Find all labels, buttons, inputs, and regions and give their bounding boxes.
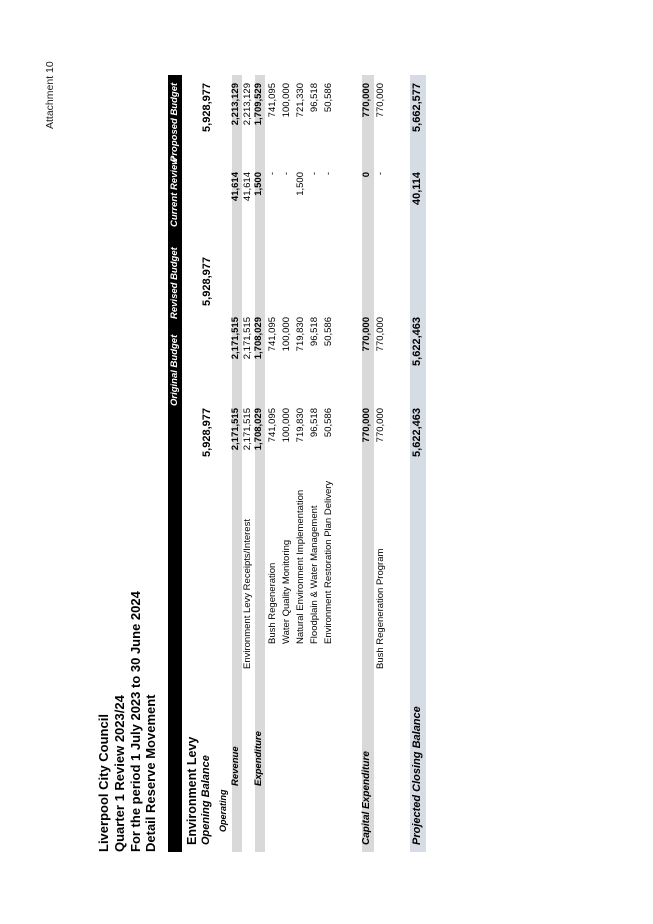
revenue-item-proposed: 2,213,129 xyxy=(242,83,253,126)
revenue-label: Revenue xyxy=(230,746,241,786)
expenditure-original: 1,708,029 xyxy=(253,408,264,451)
opening-proposed: 5,928,977 xyxy=(201,83,213,132)
revenue-original: 2,171,515 xyxy=(230,408,241,451)
opening-revised: 5,928,977 xyxy=(201,257,213,306)
expenditure-item-review: - xyxy=(281,172,292,176)
expenditure-item-revised: 719,830 xyxy=(295,317,306,352)
capital-item-label: Bush Regeneration Program xyxy=(375,548,386,669)
capital-item-revised: 770,000 xyxy=(375,317,386,352)
expenditure-item-original: 741,095 xyxy=(267,408,278,443)
revenue-review: 41,614 xyxy=(230,172,241,202)
expenditure-item-review: - xyxy=(323,172,334,176)
expenditure-item-revised: 100,000 xyxy=(281,317,292,352)
section-title: Environment Levy xyxy=(185,736,199,845)
capital-item-original: 770,000 xyxy=(375,408,386,443)
capital-original: 770,000 xyxy=(361,408,372,443)
col-proposed-budget: Proposed Budget xyxy=(169,82,180,162)
expenditure-label: Expenditure xyxy=(253,731,264,786)
expenditure-item-original: 96,518 xyxy=(309,408,320,438)
expenditure-item-review: - xyxy=(267,172,278,176)
capital-review: 0 xyxy=(361,172,372,178)
expenditure-item-proposed: 50,586 xyxy=(323,83,334,113)
expenditure-item-proposed: 96,518 xyxy=(309,83,320,113)
expenditure-item-proposed: 741,095 xyxy=(267,83,278,118)
revenue-item-original: 2,171,515 xyxy=(242,408,253,451)
revenue-item-review: 41,614 xyxy=(242,172,253,202)
expenditure-item-revised: 741,095 xyxy=(267,317,278,352)
report-title-movement: Detail Reserve Movement xyxy=(143,694,158,852)
col-current-review: Current Review xyxy=(169,157,180,227)
operating-label: Operating xyxy=(218,789,228,832)
revenue-item-revised: 2,171,515 xyxy=(242,317,253,360)
report-title-quarter: Quarter 1 Review 2023/24 xyxy=(112,695,127,852)
expenditure-item-label: Natural Environment Implementation xyxy=(295,489,306,644)
closing-balance-label: Projected Closing Balance xyxy=(411,706,423,845)
opening-original: 5,928,977 xyxy=(201,408,213,457)
expenditure-item-proposed: 100,000 xyxy=(281,83,292,118)
expenditure-item-revised: 96,518 xyxy=(309,317,320,347)
expenditure-review: 1,500 xyxy=(253,172,264,196)
expenditure-item-revised: 50,586 xyxy=(323,317,334,347)
expenditure-item-original: 50,586 xyxy=(323,408,334,438)
expenditure-item-label: Environment Restoration Plan Delivery xyxy=(323,480,334,644)
capital-expenditure-label: Capital Expenditure xyxy=(361,751,372,845)
expenditure-item-label: Floodplain & Water Management xyxy=(309,505,320,644)
expenditure-proposed: 1,709,529 xyxy=(253,83,264,126)
expenditure-item-original: 100,000 xyxy=(281,408,292,443)
expenditure-item-review: - xyxy=(309,172,320,176)
expenditure-item-proposed: 721,330 xyxy=(295,83,306,118)
expenditure-revised: 1,708,029 xyxy=(253,317,264,360)
capital-revised: 770,000 xyxy=(361,317,372,352)
closing-original: 5,622,463 xyxy=(411,408,423,457)
capital-proposed: 770,000 xyxy=(361,83,372,118)
col-revised-budget: Revised Budget xyxy=(169,247,180,319)
expenditure-item-label: Water Quality Monitoring xyxy=(281,539,292,644)
closing-review: 40,114 xyxy=(411,172,423,206)
closing-proposed: 5,662,577 xyxy=(411,83,423,132)
revenue-item-label: Environment Levy Receipts/Interest xyxy=(242,519,253,669)
report-title-council: Liverpool City Council xyxy=(96,714,111,852)
report-title-period: For the period 1 July 2023 to 30 June 2024 xyxy=(128,591,143,852)
closing-revised: 5,622,463 xyxy=(411,317,423,366)
expenditure-item-label: Bush Regeneration xyxy=(267,562,278,644)
revenue-proposed: 2,213,129 xyxy=(230,83,241,126)
attachment-label: Attachment 10 xyxy=(44,61,56,129)
capital-item-review: - xyxy=(375,172,386,176)
opening-balance-label: Opening Balance xyxy=(200,755,212,845)
revenue-revised: 2,171,515 xyxy=(230,317,241,360)
expenditure-item-original: 719,830 xyxy=(295,408,306,443)
capital-item-proposed: 770,000 xyxy=(375,83,386,118)
expenditure-item-review: 1,500 xyxy=(295,172,306,196)
col-original-budget: Original Budget xyxy=(169,334,180,406)
